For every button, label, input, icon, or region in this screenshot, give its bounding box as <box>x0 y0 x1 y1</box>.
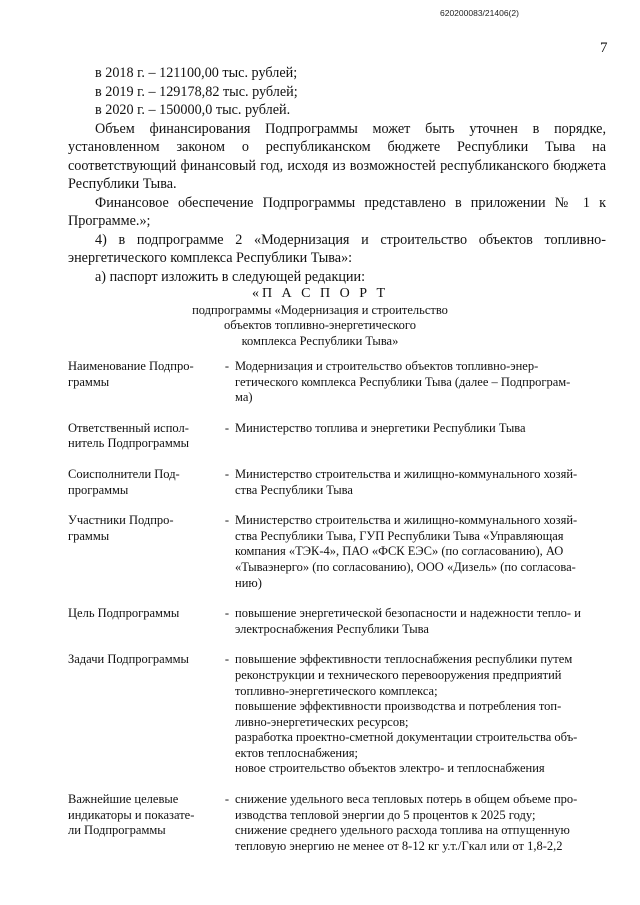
passport-subtitle-line: комплекса Республики Тыва» <box>241 333 399 348</box>
passport-value-line: гетического комплекса Республики Тыва (далее – Подпрограм- <box>235 374 571 389</box>
passport-row-label <box>68 606 221 637</box>
passport-value-line: Министерство строительства и жилищно-коммунального хозяй- <box>235 513 578 528</box>
passport-label-line: Участники Подпро- <box>68 513 174 528</box>
paragraph-funding-clarification: Объем финансирования Подпрограммы может быть уточнен в порядке, установленном законом о республиканском бюджете Республики Тыва на соответствующий финансовый год, исходя из возможностей республиканского бюджета Республики Тыва. <box>68 120 606 192</box>
paragraph-appendix-ref: Финансовое обеспечение Подпрограммы представлено в приложении № 1 к Программе.»; <box>68 194 606 229</box>
passport-value-line: снижение удельного веса тепловых потерь в общем объеме про- <box>235 792 578 807</box>
passport-label-line: Цель Подпрограммы <box>68 606 180 621</box>
paragraph-subprogram-2: 4) в подпрограмме 2 «Модернизация и строительство объектов топливно-энергетического комплекса Республики Тыва»: <box>68 231 606 266</box>
passport-value-line: новое строительство объектов электро- и теплоснабжения <box>235 761 545 776</box>
passport-value-line: повышение эффективности теплоснабжения республики путем <box>235 652 573 667</box>
sub-item: а) паспорт изложить в следующей редакции: <box>95 268 366 285</box>
passport-row-label <box>68 513 221 591</box>
passport-value-line: разработка проектно-сметной документации строительства объ- <box>235 730 578 745</box>
funding-line: в 2020 г. – 150000,0 тыс. рублей. <box>95 102 291 118</box>
passport-row-value <box>233 652 608 777</box>
passport-subtitle-line: объектов топливно-энергетического <box>224 318 416 332</box>
passport-value-line: ектов теплоснабжения; <box>235 745 358 760</box>
passport-label-line: Важнейшие целевые <box>68 792 179 807</box>
passport-value-line: «Тываэнерго» (по согласованию), ООО «Дизель» (по согласова- <box>235 559 576 574</box>
page-number: 7 <box>600 40 608 56</box>
passport-value-line: повышение энергетической безопасности и надежности тепло- и <box>235 606 581 621</box>
passport-row-label <box>68 652 221 777</box>
passport-dash: - <box>224 359 230 373</box>
passport-dash: - <box>224 652 230 667</box>
funding-line: в 2019 г. – 129178,82 тыс. рублей; <box>95 83 298 100</box>
passport-row <box>68 359 608 406</box>
passport-label-line: индикаторы и показате- <box>68 807 195 822</box>
passport-value-line: компания «ТЭК-4», ПАО «ФСК ЕЭС» (по согласованию), АО <box>235 544 564 559</box>
passport-title: «П А С П О Р Т <box>251 286 389 301</box>
passport-label-line: нитель Подпрограммы <box>68 436 190 451</box>
funding-line: в 2018 г. – 121100,00 тыс. рублей; <box>95 65 298 81</box>
passport-row-label <box>68 359 221 406</box>
passport-table <box>68 359 608 869</box>
passport-row <box>68 606 608 637</box>
passport-value-line: Модернизация и строительство объектов топливно-энер- <box>235 359 539 373</box>
passport-value-line: ства Республики Тыва, ГУП Республики Тыва «Управляющая <box>235 528 564 543</box>
passport-subtitle-line: подпрограммы «Модернизация и строительство <box>192 302 448 317</box>
body-text <box>68 64 606 286</box>
passport-dash: - <box>224 792 230 807</box>
passport-label-line: граммы <box>68 528 110 543</box>
passport-label-line: ли Подпрограммы <box>68 823 166 838</box>
passport-value-line: топливно-энергетического комплекса; <box>235 683 438 698</box>
passport-row <box>68 513 608 591</box>
passport-label-line: Соисполнители Под- <box>68 466 180 481</box>
passport-row <box>68 421 608 452</box>
passport-row-value <box>233 513 608 591</box>
passport-label-line: Задачи Подпрограммы <box>68 652 189 667</box>
passport-dash: - <box>224 466 230 481</box>
passport-row-value <box>233 421 608 452</box>
passport-dash: - <box>224 420 230 435</box>
passport-row-label <box>68 792 221 854</box>
passport-dash: - <box>224 606 230 621</box>
passport-row <box>68 467 608 498</box>
passport-value-line: повышение эффективности производства и потребления топ- <box>235 699 562 714</box>
passport-dash: - <box>224 513 230 528</box>
passport-value-line: нию) <box>235 575 262 590</box>
passport-row-label <box>68 467 221 498</box>
doc-code: 620200083/21406(2) <box>440 8 519 18</box>
passport-row-value <box>233 606 608 637</box>
passport-value-line: электроснабжения Республики Тыва <box>235 621 429 636</box>
passport-value-line: Министерство топлива и энергетики Республики Тыва <box>235 420 526 435</box>
passport-value-line: снижение среднего удельного расхода топлива на отпущенную <box>235 823 570 838</box>
passport-value-line: ства Республики Тыва <box>235 482 353 497</box>
passport-value-line: ливно-энергетических ресурсов; <box>235 714 409 729</box>
passport-label-line: Наименование Подпро- <box>68 359 194 373</box>
passport-value-line: тепловую энергию не менее от 8-12 кг у.т./Гкал или от 1,8-2,2 <box>235 838 563 853</box>
passport-value-line: ма) <box>235 390 253 405</box>
passport-label-line: программы <box>68 482 129 497</box>
passport-row <box>68 652 608 777</box>
passport-row-value <box>233 792 608 854</box>
passport-value-line: реконструкции и технического перевооружения предприятий <box>235 667 562 682</box>
passport-row-value <box>233 359 608 406</box>
passport-value-line: Министерство строительства и жилищно-коммунального хозяй- <box>235 466 578 481</box>
passport-row-label <box>68 421 221 452</box>
passport-value-line: изводства тепловой энергии до 5 процентов к 2025 году; <box>235 807 536 822</box>
passport-row <box>68 792 608 854</box>
passport-row-value <box>233 467 608 498</box>
passport-label-line: Ответственный испол- <box>68 420 189 435</box>
passport-label-line: граммы <box>68 374 110 389</box>
passport-heading <box>150 286 490 349</box>
